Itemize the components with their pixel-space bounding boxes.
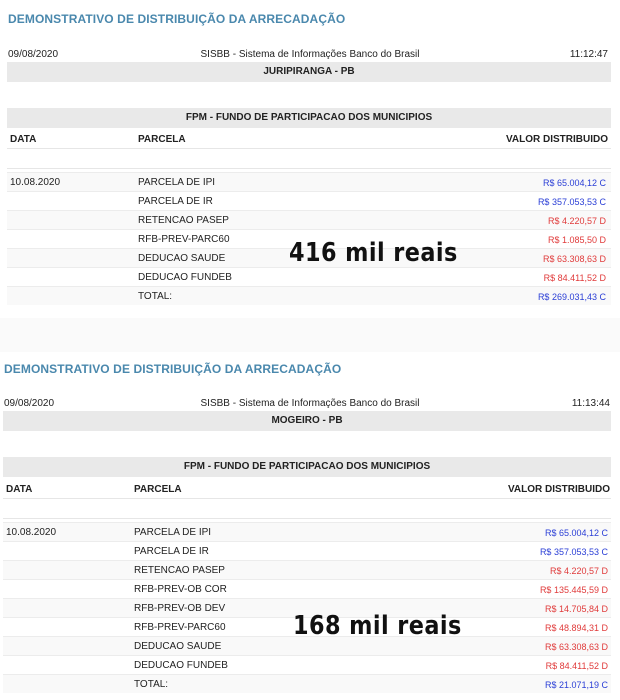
statement-heading: DEMONSTRATIVO DE DISTRIBUIÇÃO DA ARRECADAÇÃO xyxy=(4,362,342,376)
col-header-parcela: PARCELA xyxy=(134,484,182,495)
row-parcela: RFB-PREV-PARC60 xyxy=(134,622,226,633)
row-valor: R$ 48.894,31 D xyxy=(544,623,608,633)
col-header-parcela: PARCELA xyxy=(138,134,186,145)
col-header-valor: VALOR DISTRIBUIDO xyxy=(505,134,608,145)
table-row xyxy=(7,191,611,210)
row-valor: R$ 135.445,59 D xyxy=(539,585,608,595)
row-valor: R$ 1.085,50 D xyxy=(547,235,606,245)
row-parcela: DEDUCAO SAUDE xyxy=(134,641,222,652)
statement-date: 09/08/2020 xyxy=(4,398,55,409)
row-date: 10.08.2020 xyxy=(10,177,61,188)
table-row xyxy=(3,560,611,579)
row-valor: R$ 4.220,57 D xyxy=(549,566,608,576)
table-row xyxy=(7,172,611,191)
statement-date: 09/08/2020 xyxy=(8,49,59,60)
fund-bar: FPM - FUNDO DE PARTICIPACAO DOS MUNICIPIOS xyxy=(7,108,611,128)
row-parcela: RETENCAO PASEP xyxy=(138,215,229,226)
row-valor: R$ 65.004,12 C xyxy=(542,178,606,188)
table-row xyxy=(3,655,611,674)
table-row xyxy=(7,210,611,229)
row-valor: R$ 21.071,19 C xyxy=(544,680,608,690)
row-parcela: RFB-PREV-PARC60 xyxy=(138,234,230,245)
row-valor: R$ 63.308,63 D xyxy=(544,642,608,652)
row-valor: R$ 269.031,43 C xyxy=(537,292,606,302)
fund-bar: FPM - FUNDO DE PARTICIPACAO DOS MUNICIPIOS xyxy=(3,457,611,477)
header-separator xyxy=(7,148,611,149)
row-parcela: PARCELA DE IR xyxy=(134,546,209,557)
system-name: SISBB - Sistema de Informações Banco do Brasil xyxy=(200,398,420,409)
col-header-data: DATA xyxy=(10,134,37,145)
row-parcela: PARCELA DE IPI xyxy=(138,177,216,188)
table-row xyxy=(3,674,611,693)
overlay-caption: 168 mil reais xyxy=(293,611,462,641)
row-valor: R$ 65.004,12 C xyxy=(544,528,608,538)
statement-time: 11:13:44 xyxy=(571,398,610,409)
municipality-bar: JURIPIRANGA - PB xyxy=(7,62,611,82)
overlay-caption: 416 mil reais xyxy=(289,238,458,268)
row-valor: R$ 4.220,57 D xyxy=(547,216,606,226)
statement-juripiranga xyxy=(0,0,620,318)
row-parcela: RETENCAO PASEP xyxy=(134,565,225,576)
statement-mogeiro xyxy=(0,352,620,700)
header-separator xyxy=(3,498,611,499)
header-separator xyxy=(7,168,611,169)
row-parcela: TOTAL: xyxy=(134,679,169,690)
row-valor: R$ 84.411,52 D xyxy=(545,661,608,671)
statement-time: 11:12:47 xyxy=(569,49,608,60)
row-date: 10.08.2020 xyxy=(6,527,57,538)
col-header-valor: VALOR DISTRIBUIDO xyxy=(507,484,610,495)
table-row xyxy=(3,579,611,598)
row-parcela: DEDUCAO SAUDE xyxy=(138,253,226,264)
statement-heading: DEMONSTRATIVO DE DISTRIBUIÇÃO DA ARRECADAÇÃO xyxy=(8,12,346,26)
table-row xyxy=(7,267,611,286)
row-valor: R$ 63.308,63 D xyxy=(542,254,606,264)
table-row xyxy=(7,286,611,305)
row-parcela: RFB-PREV-OB DEV xyxy=(134,603,226,614)
row-parcela: DEDUCAO FUNDEB xyxy=(134,660,228,671)
row-valor: R$ 14.705,84 D xyxy=(544,604,608,614)
system-name: SISBB - Sistema de Informações Banco do Brasil xyxy=(200,49,420,60)
row-valor: R$ 84.411,52 D xyxy=(543,273,606,283)
row-valor: R$ 357.053,53 C xyxy=(539,547,608,557)
col-header-data: DATA xyxy=(6,484,33,495)
table-row xyxy=(3,541,611,560)
panel-gap xyxy=(0,318,620,352)
row-parcela: TOTAL: xyxy=(138,291,173,302)
row-parcela: RFB-PREV-OB COR xyxy=(134,584,227,595)
table-row xyxy=(3,522,611,541)
row-parcela: PARCELA DE IPI xyxy=(134,527,212,538)
municipality-bar: MOGEIRO - PB xyxy=(3,411,611,431)
header-separator xyxy=(3,518,611,519)
row-valor: R$ 357.053,53 C xyxy=(537,197,606,207)
row-parcela: PARCELA DE IR xyxy=(138,196,213,207)
row-parcela: DEDUCAO FUNDEB xyxy=(138,272,232,283)
